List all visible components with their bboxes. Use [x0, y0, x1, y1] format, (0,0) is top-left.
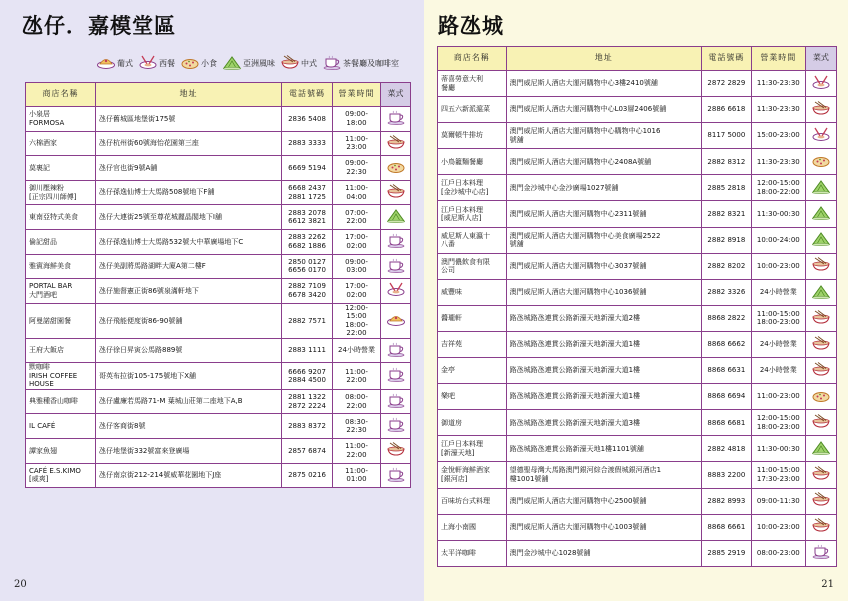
restaurant-hours: 12:00-15:00 18:00-23:00: [751, 410, 805, 436]
restaurant-address: 澳門金沙城中心金沙廣場1027號舖: [506, 175, 701, 201]
restaurant-hours: 10:00-24:00: [751, 227, 805, 253]
restaurant-name: 吉祥苑: [438, 331, 507, 357]
cafe-icon: [381, 229, 411, 254]
restaurant-address: 路氹城路氹連貫公路新濠天地新濠大道1樓: [506, 384, 701, 410]
restaurant-name: 威尼斯人東瀛十 八番: [438, 227, 507, 253]
restaurant-address: 氹仔南京街212-214號威華花園地下J座: [96, 463, 282, 488]
restaurant-address: 澳門威尼斯人酒店大運河購物中心2408A號舖: [506, 149, 701, 175]
category-legend: [96, 52, 416, 74]
cafe-icon: [322, 55, 343, 72]
header-address: 地址: [506, 47, 701, 71]
restaurant-address: 路氹城路氹連貫公路新濠天地新濠大道3樓: [506, 410, 701, 436]
restaurant-address: 氹仔盧廉若馬路71-M 葉城山莊第二座地下A,B: [96, 389, 282, 414]
table-row: [438, 71, 837, 97]
table-row: [26, 180, 411, 205]
table-row: [438, 488, 837, 514]
chinese-food-icon: [805, 462, 836, 488]
cafe-icon: [381, 107, 411, 132]
table-row: [438, 279, 837, 305]
restaurant-phone: 2883 3333: [282, 131, 333, 156]
chinese-food-icon: [381, 439, 411, 464]
restaurant-name: 御道房: [438, 410, 507, 436]
chinese-food-icon: [805, 514, 836, 540]
restaurant-name: 小鳥籠麵餐廳: [438, 149, 507, 175]
table-row: [26, 205, 411, 230]
restaurant-phone: 2881 1322 2872 2224: [282, 389, 333, 414]
restaurant-name: 譚家魚翅: [26, 439, 96, 464]
restaurant-name: 蒂喜勞意大利 餐廳: [438, 71, 507, 97]
restaurant-phone: 2850 0127 6656 0170: [282, 254, 333, 279]
restaurant-address: 路氹城路氹連貫公路新濠天地1樓1101號舖: [506, 436, 701, 462]
restaurant-hours: 24小時營業: [751, 358, 805, 384]
chinese-food-icon: [805, 358, 836, 384]
restaurant-address: 路氹城路氹連貫公路新濠天地新濠大道1樓: [506, 331, 701, 357]
restaurant-phone: 2883 2078 6612 3821: [282, 205, 333, 230]
restaurant-phone: 2882 3326: [701, 279, 751, 305]
restaurant-phone: 6668 2437 2881 1725: [282, 180, 333, 205]
restaurant-phone: 8868 2822: [701, 305, 751, 331]
restaurant-phone: 2836 5408: [282, 107, 333, 132]
restaurant-hours: 11:30-23:30: [751, 71, 805, 97]
cafe-icon: [381, 338, 411, 363]
legend-label: 亞洲風味: [243, 58, 275, 68]
restaurant-name: 阿曼諾甜園餐: [26, 303, 96, 338]
legend-item: [222, 55, 275, 72]
restaurant-address: 氹仔大連街25號至尊花城麗晶閣地下I舖: [96, 205, 282, 230]
chinese-food-icon: [805, 410, 836, 436]
asian-food-icon: [222, 55, 243, 72]
chinese-food-icon: [805, 305, 836, 331]
table-row: [438, 149, 837, 175]
restaurant-phone: 2883 1111: [282, 338, 333, 363]
table-row: [26, 254, 411, 279]
cafe-icon: [381, 254, 411, 279]
restaurant-name: 小泉居 FORMOSA: [26, 107, 96, 132]
western-food-icon: [805, 71, 836, 97]
restaurant-name: 太平洋咖啡: [438, 540, 507, 566]
restaurant-phone: 8868 6694: [701, 384, 751, 410]
table-row: [438, 123, 837, 149]
restaurant-address: 氹仔官也街9號A舖: [96, 156, 282, 181]
restaurant-name: IL CAFÉ: [26, 414, 96, 439]
restaurant-address: 澳門威尼斯人酒店大運河購物中心3樓2410號舖: [506, 71, 701, 97]
table-row: [26, 439, 411, 464]
restaurant-phone: 8868 6631: [701, 358, 751, 384]
table-row: [438, 305, 837, 331]
restaurant-hours: 11:30-00:30: [751, 201, 805, 227]
legend-label: 西餐: [159, 58, 175, 68]
header-phone: 電話號碼: [282, 83, 333, 107]
page-number: 20: [14, 579, 27, 590]
restaurant-name: 莫裏記: [26, 156, 96, 181]
cafe-icon: [381, 389, 411, 414]
restaurant-phone: 2882 4818: [701, 436, 751, 462]
restaurant-hours: 17:00-02:00: [333, 279, 381, 304]
restaurant-address: 澳門威尼斯人酒店大運河購物中心2500號舖: [506, 488, 701, 514]
restaurant-address: 氹仔飛能便度街86-90號舖: [96, 303, 282, 338]
restaurant-phone: 2857 6874: [282, 439, 333, 464]
cafe-icon: [381, 363, 411, 390]
legend-item: [138, 55, 175, 72]
cafe-icon: [381, 463, 411, 488]
table-row: [26, 463, 411, 488]
restaurant-name: 典雅種香山咖啡: [26, 389, 96, 414]
restaurant-name: 醬瓏軒: [438, 305, 507, 331]
restaurant-hours: 08:00-22:00: [333, 389, 381, 414]
restaurant-name: 上海小南國: [438, 514, 507, 540]
restaurant-name: 江戶日本料理 [威尼斯人店]: [438, 201, 507, 227]
asian-food-icon: [805, 227, 836, 253]
header-category: 菜式: [381, 83, 411, 107]
restaurant-hours: 11:00-23:00: [333, 131, 381, 156]
restaurant-address: 氹仔美副將馬路湖畔大廈A第二樓F: [96, 254, 282, 279]
restaurant-phone: 2882 8202: [701, 253, 751, 279]
table-row: [438, 514, 837, 540]
snack-icon: [381, 156, 411, 181]
restaurant-address: 氹仔孫逸仙博士大馬路532號大中華廣場地下C: [96, 229, 282, 254]
header-hours: 營業時間: [333, 83, 381, 107]
western-food-icon: [805, 123, 836, 149]
portuguese-dish-icon: [96, 55, 117, 72]
asian-food-icon: [805, 201, 836, 227]
table-row: [438, 175, 837, 201]
restaurant-hours: 08:00-23:00: [751, 540, 805, 566]
table-row: [26, 389, 411, 414]
restaurant-phone: 2872 2829: [701, 71, 751, 97]
chinese-food-icon: [280, 55, 301, 72]
table-row: [438, 227, 837, 253]
restaurant-address: 氹仔徐日昇寅公馬路889號: [96, 338, 282, 363]
restaurant-hours: 12:00-15:00 18:00-22:00: [333, 303, 381, 338]
snack-icon: [805, 149, 836, 175]
restaurant-phone: 2883 2262 6682 1886: [282, 229, 333, 254]
table-row: [26, 229, 411, 254]
restaurant-phone: 2883 8372: [282, 414, 333, 439]
restaurant-hours: 09:00-11:30: [751, 488, 805, 514]
restaurant-table: [25, 82, 411, 488]
table-row: [438, 436, 837, 462]
western-food-icon: [381, 279, 411, 304]
legend-label: 中式: [301, 58, 317, 68]
cafe-icon: [381, 414, 411, 439]
restaurant-name: 江戶日本料理 [金沙城中心店]: [438, 175, 507, 201]
table-row: [438, 540, 837, 566]
restaurant-hours: 10:00-23:00: [751, 514, 805, 540]
page-title: 路氹城: [438, 14, 504, 38]
legend-item: [280, 55, 317, 72]
restaurant-name: 金悅軒海鮮酒家 [銀河店]: [438, 462, 507, 488]
restaurant-hours: 10:00-23:00: [751, 253, 805, 279]
restaurant-address: 澳門威尼斯人酒店大運河購物中心購物中心1016 號舖: [506, 123, 701, 149]
restaurant-hours: 11:00-04:00: [333, 180, 381, 205]
chinese-food-icon: [805, 253, 836, 279]
chinese-food-icon: [805, 331, 836, 357]
restaurant-address: 澳門金沙城中心1028號舖: [506, 540, 701, 566]
restaurant-address: 氹仔施督憲正街86號泉滿軒地下: [96, 279, 282, 304]
chinese-food-icon: [381, 180, 411, 205]
header-category: 菜式: [805, 47, 836, 71]
restaurant-hours: 09:00-18:00: [333, 107, 381, 132]
header-name: 商店名稱: [26, 83, 96, 107]
asian-food-icon: [805, 279, 836, 305]
cafe-icon: [805, 540, 836, 566]
table-row: [26, 414, 411, 439]
table-row: [26, 279, 411, 304]
restaurant-hours: 09:00-22:30: [333, 156, 381, 181]
restaurant-phone: 2886 6618: [701, 97, 751, 123]
restaurant-phone: 2885 2818: [701, 175, 751, 201]
chinese-food-icon: [805, 488, 836, 514]
restaurant-name: PORTAL BAR 大門酒吧: [26, 279, 96, 304]
table-row: [438, 331, 837, 357]
restaurant-hours: 24小時營業: [751, 331, 805, 357]
restaurant-name: 澳門儂飲食有限 公司: [438, 253, 507, 279]
restaurant-hours: 08:30-22:30: [333, 414, 381, 439]
restaurant-name: 御川壓辣粉 [正宗四川師傅]: [26, 180, 96, 205]
restaurant-hours: 24小時營業: [751, 279, 805, 305]
restaurant-address: 氹仔客商街8號: [96, 414, 282, 439]
restaurant-hours: 11:00-23:00: [751, 384, 805, 410]
portuguese-dish-icon: [381, 303, 411, 338]
restaurant-phone: 2882 8321: [701, 201, 751, 227]
restaurant-phone: 2882 7571: [282, 303, 333, 338]
restaurant-hours: 11:30-23:30: [751, 149, 805, 175]
restaurant-name: 威豐味: [438, 279, 507, 305]
restaurant-name: 四五六新派滬菜: [438, 97, 507, 123]
snack-icon: [805, 384, 836, 410]
table-row: [438, 201, 837, 227]
header-phone: 電話號碼: [701, 47, 751, 71]
restaurant-hours: 11:30-00:30: [751, 436, 805, 462]
restaurant-phone: 2875 0216: [282, 463, 333, 488]
restaurant-hours: 24小時營業: [333, 338, 381, 363]
restaurant-name: CAFÉ E.S.KIMO [威爽]: [26, 463, 96, 488]
restaurant-phone: 2882 7109 6678 3420: [282, 279, 333, 304]
right-page: [424, 0, 848, 601]
restaurant-address: 澳門威尼斯人酒店大運河購物中心2311號舖: [506, 201, 701, 227]
table-row: [438, 253, 837, 279]
restaurant-name: 東南亞特式美食: [26, 205, 96, 230]
restaurant-address: 路氹城路氹連貫公路新濠天地新濠大道2樓: [506, 305, 701, 331]
table-row: [26, 131, 411, 156]
legend-item: [322, 55, 399, 72]
chinese-food-icon: [805, 97, 836, 123]
restaurant-name: 默咖啡 IRISH COFFEE HOUSE: [26, 363, 96, 390]
table-row: [26, 363, 411, 390]
restaurant-hours: 09:00-03:00: [333, 254, 381, 279]
restaurant-name: 莫爾頓牛排坊: [438, 123, 507, 149]
restaurant-phone: 2882 8312: [701, 149, 751, 175]
restaurant-hours: 11:00-22:00: [333, 439, 381, 464]
restaurant-hours: 11:00-15:00 18:00-23:00: [751, 305, 805, 331]
restaurant-address: 氹仔孫逸仙博士大馬路508號地下F舖: [96, 180, 282, 205]
legend-label: 茶餐廳及咖啡室: [343, 58, 399, 68]
asian-food-icon: [381, 205, 411, 230]
western-food-icon: [138, 55, 159, 72]
legend-item: [96, 55, 133, 72]
restaurant-hours: 15:00-23:00: [751, 123, 805, 149]
restaurant-name: 雅賓海鮮美食: [26, 254, 96, 279]
restaurant-address: 澳門威尼斯人酒店大運河購物中心美食廣場2522 號舖: [506, 227, 701, 253]
restaurant-hours: 11:30-23:30: [751, 97, 805, 123]
restaurant-address: 氹仔杭州街60號海怡花園第三座: [96, 131, 282, 156]
restaurant-phone: 2882 8918: [701, 227, 751, 253]
table-row: [438, 410, 837, 436]
header-name: 商店名稱: [438, 47, 507, 71]
asian-food-icon: [805, 436, 836, 462]
table-row: [438, 97, 837, 123]
asian-food-icon: [805, 175, 836, 201]
restaurant-address: 望德聖母灣大馬路澳門銀河綜合渡假城銀河酒店1 樓1001號舖: [506, 462, 701, 488]
table-row: [438, 462, 837, 488]
header-hours: 營業時間: [751, 47, 805, 71]
restaurant-address: 氹仔舊城區地堡街175號: [96, 107, 282, 132]
restaurant-phone: 8868 6661: [701, 514, 751, 540]
restaurant-phone: 6666 9207 2884 4500: [282, 363, 333, 390]
restaurant-address: 澳門威尼斯人酒店大運河購物中心1036號舖: [506, 279, 701, 305]
legend-label: 葡式: [117, 58, 133, 68]
header-address: 地址: [96, 83, 282, 107]
restaurant-phone: 2882 8993: [701, 488, 751, 514]
restaurant-name: 百味坊台式料理: [438, 488, 507, 514]
restaurant-name: 金亭: [438, 358, 507, 384]
restaurant-address: 澳門威尼斯人酒店大運河購物中心L03層2406號舖: [506, 97, 701, 123]
table-row: [26, 338, 411, 363]
restaurant-phone: 8868 6681: [701, 410, 751, 436]
restaurant-table: [437, 46, 837, 567]
restaurant-address: 路氹城路氹連貫公路新濠天地新濠大道1樓: [506, 358, 701, 384]
table-row: [26, 303, 411, 338]
page-title: 氹仔．嘉模堂區: [22, 14, 176, 38]
restaurant-name: 六棉酒家: [26, 131, 96, 156]
legend-item: [180, 55, 217, 72]
restaurant-address: 澳門威尼斯人酒店大運河購物中心3037號舖: [506, 253, 701, 279]
restaurant-hours: 11:00-22:00: [333, 363, 381, 390]
restaurant-hours: 07:00-22:00: [333, 205, 381, 230]
table-row: [26, 107, 411, 132]
restaurant-phone: 8117 5000: [701, 123, 751, 149]
table-row: [26, 156, 411, 181]
restaurant-phone: 6669 5194: [282, 156, 333, 181]
table-row: [438, 358, 837, 384]
restaurant-hours: 17:00-02:00: [333, 229, 381, 254]
restaurant-name: 江戶日本料理 [新濠天地]: [438, 436, 507, 462]
restaurant-phone: 8868 6662: [701, 331, 751, 357]
snack-icon: [180, 55, 201, 72]
chinese-food-icon: [381, 131, 411, 156]
restaurant-name: 王府大飯店: [26, 338, 96, 363]
restaurant-hours: 11:00-15:00 17:30-23:00: [751, 462, 805, 488]
restaurant-hours: 12:00-15:00 18:00-22:00: [751, 175, 805, 201]
restaurant-address: 哥英布拉街105-175號地下X舖: [96, 363, 282, 390]
restaurant-name: 倫記甜品: [26, 229, 96, 254]
restaurant-name: 樂吧: [438, 384, 507, 410]
restaurant-address: 氹仔地堡街332號富來登廣場: [96, 439, 282, 464]
page-number: 21: [821, 579, 834, 590]
restaurant-phone: 2885 2919: [701, 540, 751, 566]
restaurant-hours: 11:00-01:00: [333, 463, 381, 488]
restaurant-address: 澳門威尼斯人酒店大運河購物中心1003號舖: [506, 514, 701, 540]
legend-label: 小食: [201, 58, 217, 68]
table-row: [438, 384, 837, 410]
restaurant-phone: 8883 2200: [701, 462, 751, 488]
